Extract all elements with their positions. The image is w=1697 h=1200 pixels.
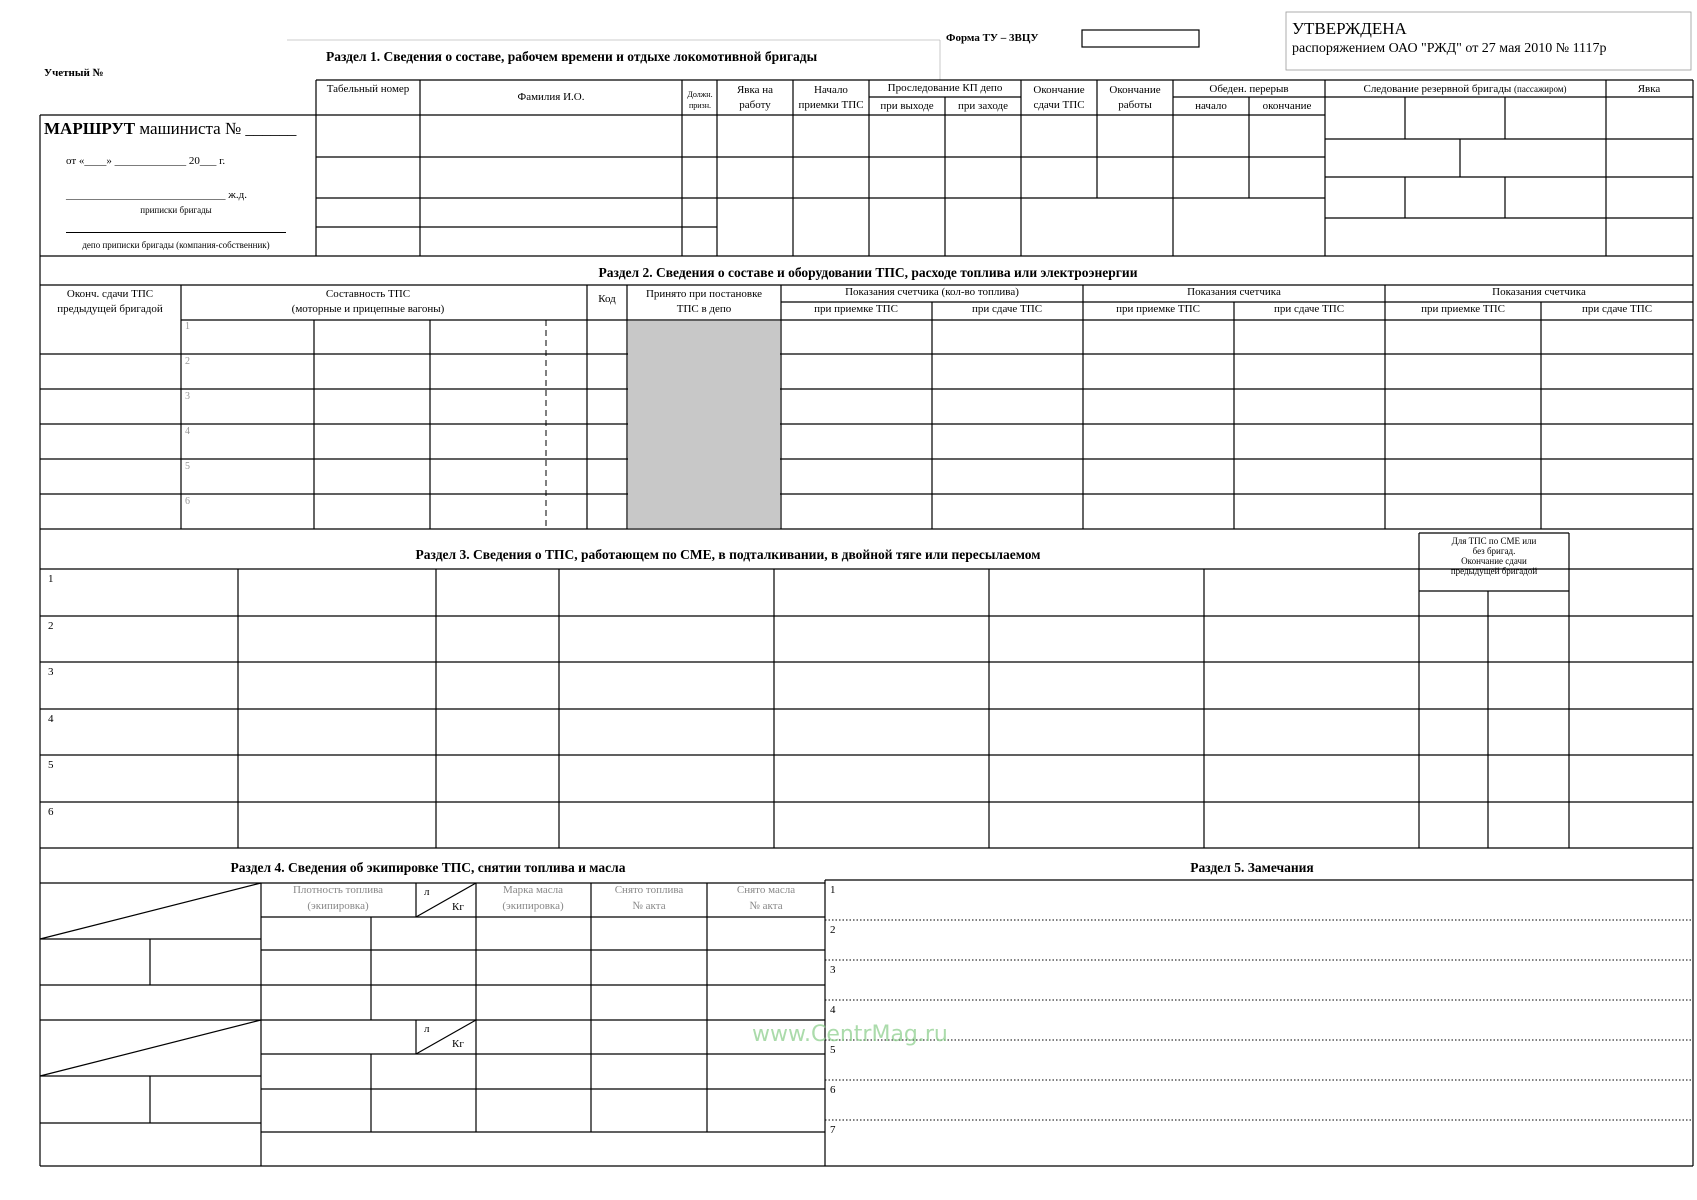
col-reserve-note: (пассажиром) [1514, 84, 1567, 94]
col-oil-removed-act: № акта [749, 900, 783, 912]
col-reserve [1363, 83, 1566, 95]
unit-kg: Кг [452, 901, 464, 913]
col-kp-depot: Проследование КП депо [887, 82, 1003, 94]
col-reserve-label: Следование резервной бригады [1363, 83, 1512, 95]
col-position: Должн. призн. [687, 90, 713, 110]
col-full-name: Фамилия И.О. [517, 91, 585, 103]
col-oil-brand-sub: (экипировка) [502, 900, 564, 912]
col-fuel-density: Плотность топлива [292, 884, 384, 896]
col-start-accept: Начало приемки ТПС [798, 84, 864, 111]
section4-title: Раздел 4. Сведения об экипировке ТПС, снятии топлива и масла [230, 860, 626, 875]
approved-by: распоряжением ОАО "РЖД" от 27 мая 2010 № 1117р [1292, 41, 1607, 56]
col-lunch-start: начало [1195, 100, 1227, 112]
sme-note-line: предыдущей бригадой [1450, 566, 1538, 576]
route-title-rest: машиниста № ______ [139, 119, 297, 138]
s5-row-number: 2 [830, 924, 836, 936]
unit-liter: л [424, 1023, 430, 1035]
col-meter-2: Показания счетчика [1187, 286, 1281, 298]
col-consist-sub: (моторные и прицепные вагоны) [291, 303, 445, 315]
meter2-receive: при приемке ТПС [1116, 303, 1200, 315]
s5-row-number: 6 [830, 1084, 836, 1096]
route-railway: _____________________________ ж.д. [66, 189, 247, 201]
col-end-delivery: Окончание сдачи ТПС [1033, 84, 1085, 111]
col-oil-brand: Марка масла [503, 884, 563, 896]
depot-underline [66, 224, 286, 233]
s5-row-number: 5 [830, 1044, 836, 1056]
col-yavka: Явка [1637, 83, 1661, 95]
col-kp-in: при заходе [958, 100, 1008, 112]
sme-note-line: без бригад. [1472, 546, 1516, 556]
sme-note-line: Окончание сдачи [1461, 556, 1527, 566]
s2-row-number: 3 [185, 391, 190, 402]
s3-row-number: 2 [48, 620, 54, 632]
meter3-receive: при приемке ТПС [1421, 303, 1505, 315]
s5-row-number: 4 [830, 1004, 836, 1016]
section3-title: Раздел 3. Сведения о ТПС, работающем по СМЕ, в подталкивании, в двойной тяге или пересылаемом [415, 547, 1041, 562]
col-appear: Явка на работу [736, 84, 774, 111]
account-number-label: Учетный № [44, 67, 104, 79]
s2-row-number: 2 [185, 356, 190, 367]
col-meter-3: Показания счетчика [1492, 286, 1586, 298]
route-date: от «____» _____________ 20___ г. [66, 155, 226, 167]
s5-row-number: 3 [830, 964, 836, 976]
s2-row-number: 5 [185, 461, 190, 472]
route-depot-caption: депо приписки бригады (компания-собственник) [82, 240, 270, 250]
col-end-work: Окончание работы [1109, 84, 1161, 111]
sme-note-line: Для ТПС по СМЕ или [1451, 536, 1537, 546]
col-consist: Составность ТПС [325, 288, 411, 300]
watermark: www.CentrMag.ru [752, 1022, 948, 1047]
meter1-receive: при приемке ТПС [814, 303, 898, 315]
route-title [44, 120, 296, 138]
meter2-deliver: при сдаче ТПС [1273, 303, 1345, 315]
meter3-deliver: при сдаче ТПС [1581, 303, 1653, 315]
s2-row-number: 4 [185, 426, 190, 437]
col-prev-delivery: Оконч. сдачи ТПС предыдущей бригадой [57, 288, 163, 315]
section5-title: Раздел 5. Замечания [1190, 860, 1314, 875]
accepted-column-shade [628, 321, 780, 528]
form-number-box [1082, 30, 1199, 47]
s3-row-number: 1 [48, 573, 54, 585]
col-tabel-number: Табельный номер [326, 83, 410, 95]
form-name: Форма ТУ – 3ВЦУ [946, 32, 1039, 44]
s3-row-number: 5 [48, 759, 54, 771]
col-fuel-density-sub: (экипировка) [307, 900, 369, 912]
section1-title: Раздел 1. Сведения о составе, рабочем времени и отдыхе локомотивной бригады [326, 49, 818, 64]
col-meter-fuel: Показания счетчика (кол-во топлива) [845, 286, 1019, 298]
unit-liter: л [424, 886, 430, 898]
route-railway-caption: приписки бригады [140, 205, 212, 215]
col-lunch-end: окончание [1262, 100, 1312, 112]
section2-title: Раздел 2. Сведения о составе и оборудовании ТПС, расходе топлива или электроэнергии [598, 265, 1138, 280]
col-code: Код [598, 293, 616, 305]
route-title-bold: МАРШРУТ [44, 119, 136, 138]
col-kp-out: при выходе [880, 100, 934, 112]
s2-row-number: 1 [185, 321, 190, 332]
col-accepted-depot: Принято при постановке ТПС в депо [645, 288, 763, 315]
meter1-deliver: при сдаче ТПС [971, 303, 1043, 315]
s3-row-number: 4 [48, 713, 54, 725]
col-oil-removed: Снято масла [736, 884, 796, 896]
s5-row-number: 1 [830, 884, 836, 896]
s3-row-number: 6 [48, 806, 54, 818]
s3-row-number: 3 [48, 666, 54, 678]
col-fuel-removed: Снято топлива [614, 884, 684, 896]
s2-row-number: 6 [185, 496, 190, 507]
s5-row-number: 7 [830, 1124, 836, 1136]
approved-title: УТВЕРЖДЕНА [1292, 19, 1407, 38]
col-fuel-removed-act: № акта [632, 900, 666, 912]
col-lunch: Обеден. перерыв [1209, 83, 1289, 95]
unit-kg: Кг [452, 1038, 464, 1050]
